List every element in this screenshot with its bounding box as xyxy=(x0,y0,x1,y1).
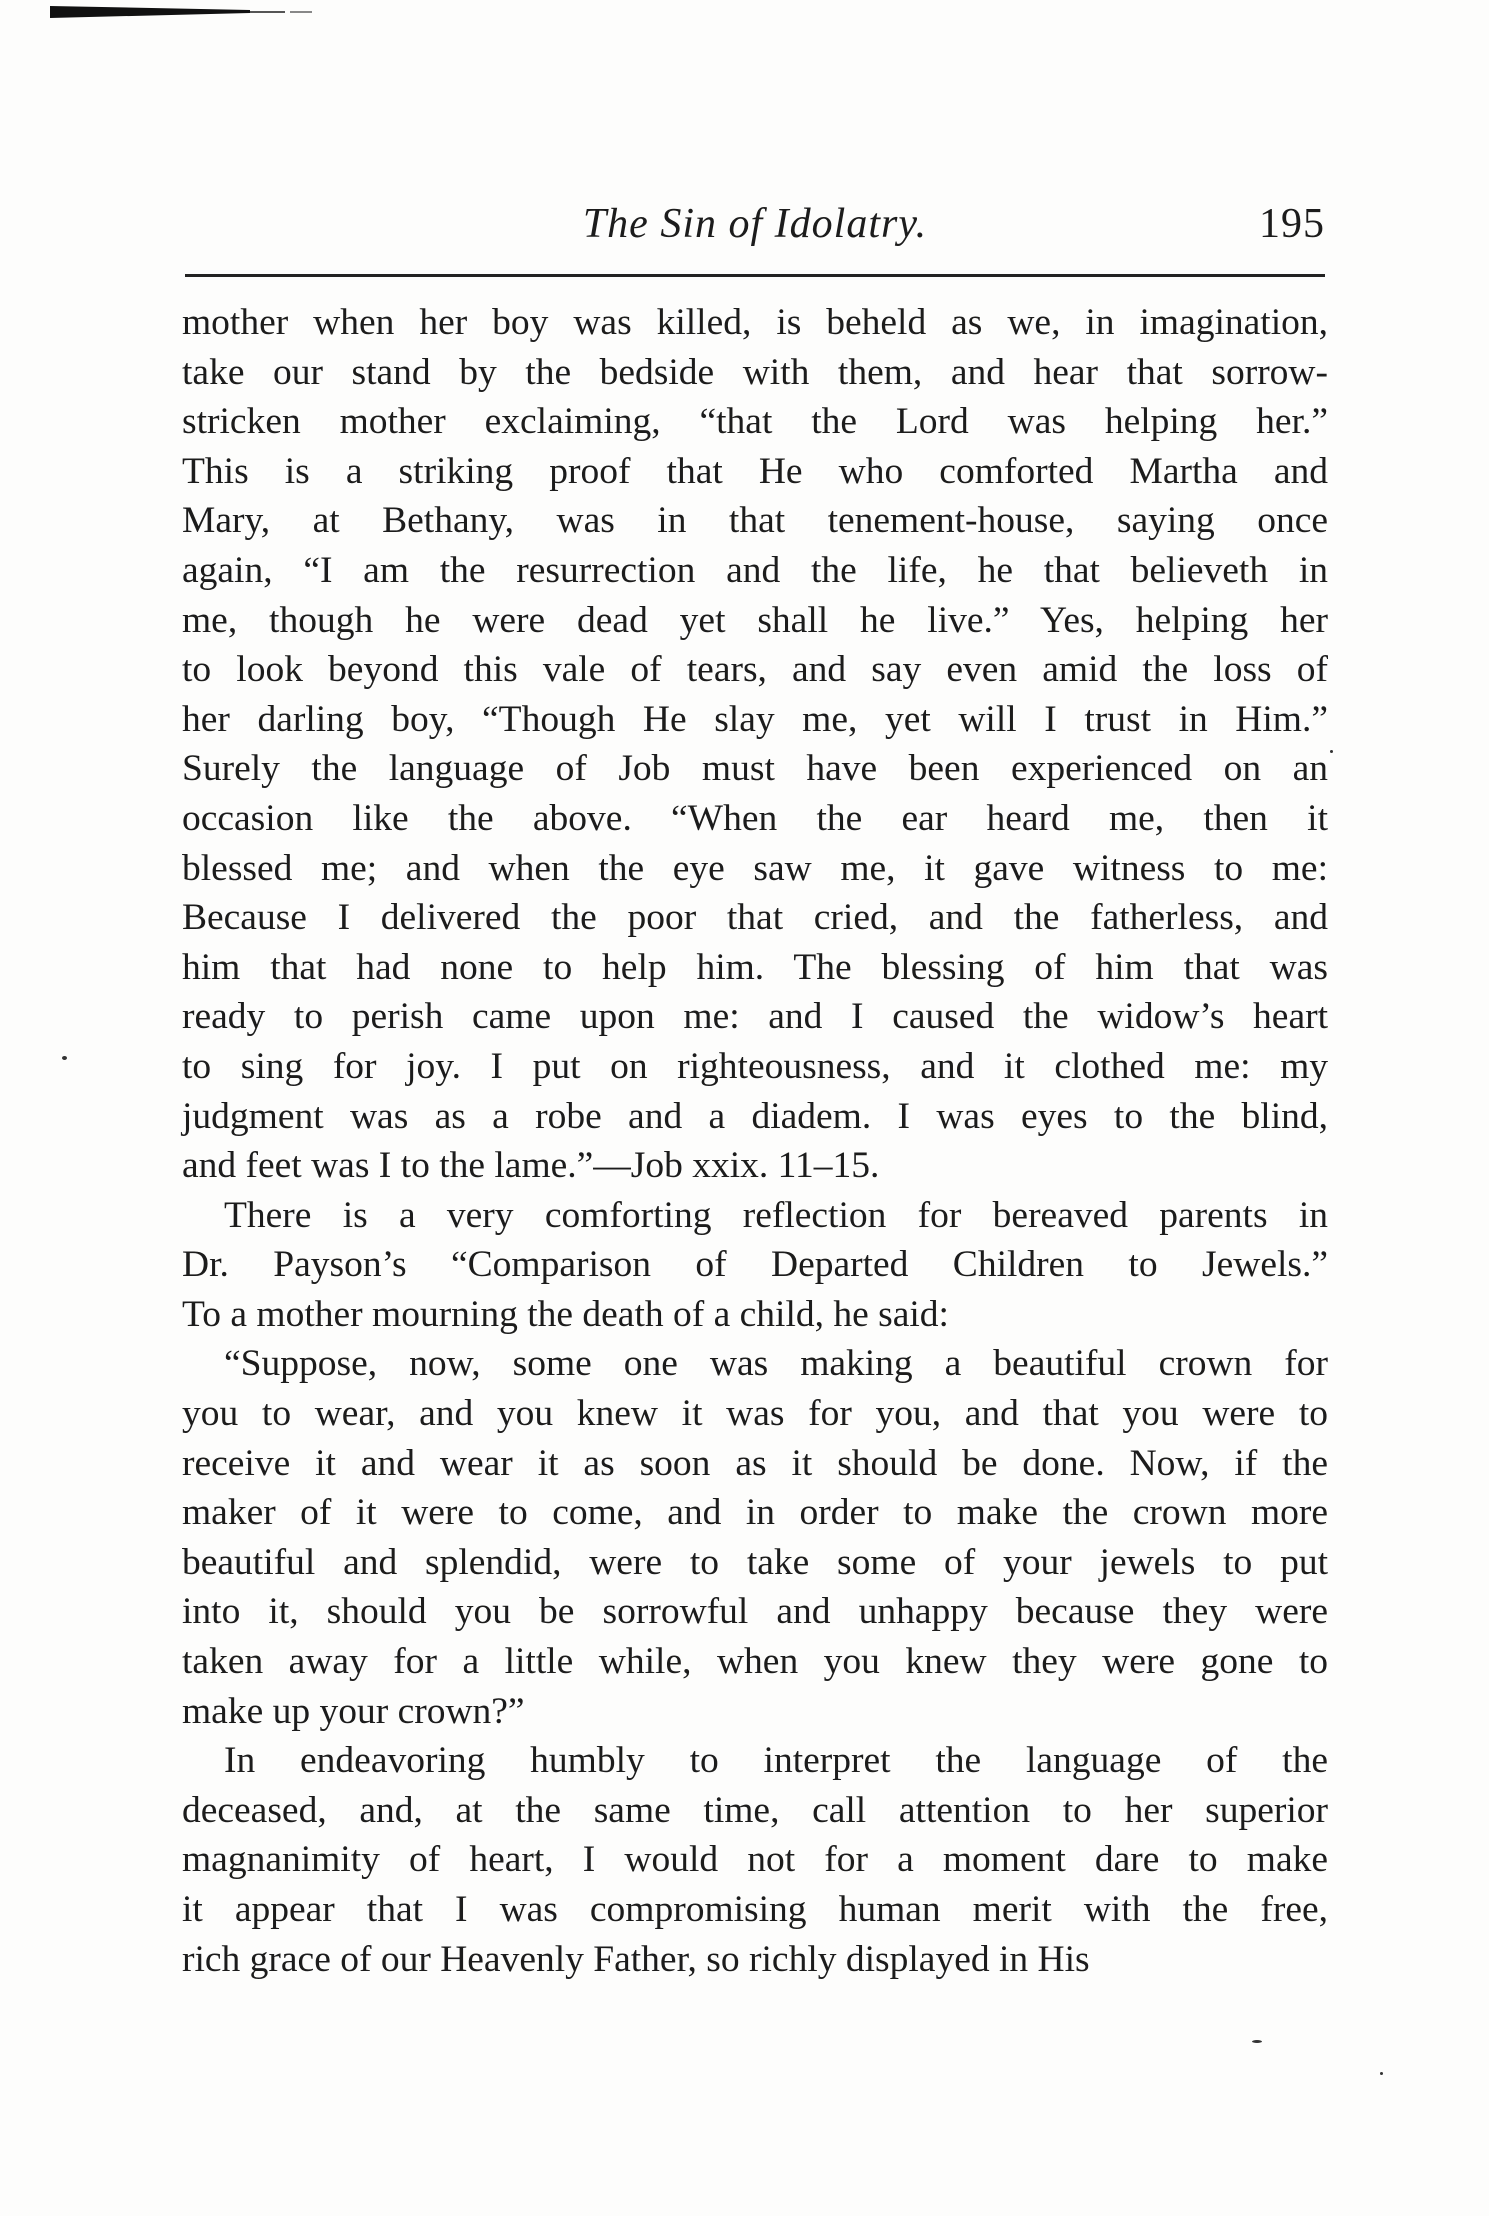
text-line: ready to perish came upon me: and I caused the widow’s heart xyxy=(182,996,1328,1038)
paragraph xyxy=(182,1339,1328,1736)
print-speck xyxy=(1380,2072,1383,2075)
text-line: Dr. Payson’s “Comparison of Departed Children to Jewels.” xyxy=(182,1244,1328,1286)
text-line: receive it and wear it as soon as it should be done. Now, if the xyxy=(182,1442,1328,1484)
text-line: maker of it were to come, and in order to make the crown more xyxy=(182,1492,1328,1534)
text-line: In endeavoring humbly to interpret the language of the xyxy=(224,1740,1328,1782)
text-line: and feet was I to the lame.”—Job xxix. 11–15. xyxy=(182,1145,880,1187)
text-line: you to wear, and you knew it was for you, and that you were to xyxy=(182,1393,1328,1435)
running-title: The Sin of Idolatry. xyxy=(582,201,928,247)
text-line: to look beyond this vale of tears, and say even amid the loss of xyxy=(182,649,1328,691)
text-line: Because I delivered the poor that cried, and the fatherless, and xyxy=(182,897,1328,939)
text-line: into it, should you be sorrowful and unhappy because they were xyxy=(182,1591,1328,1633)
text-line: taken away for a little while, when you knew they were gone to xyxy=(182,1641,1328,1683)
page-number: 195 xyxy=(1259,201,1325,247)
text-line: it appear that I was compromising human merit with the free, xyxy=(182,1889,1328,1930)
text-line: again, “I am the resurrection and the life, he that believeth in xyxy=(182,549,1328,591)
text-line: “Suppose, now, some one was making a beautiful crown for xyxy=(224,1343,1328,1385)
paragraph xyxy=(182,1736,1328,1984)
text-line: To a mother mourning the death of a child, he said: xyxy=(182,1293,949,1335)
text-line: rich grace of our Heavenly Father, so richly displayed in His xyxy=(182,1938,1090,1980)
text-line: occasion like the above. “When the ear heard me, then it xyxy=(182,797,1328,839)
text-line: This is a striking proof that He who comforted Martha and xyxy=(182,450,1328,492)
body-text xyxy=(182,298,1328,1984)
text-line: Surely the language of Job must have been experienced on an xyxy=(182,748,1328,790)
print-speck xyxy=(1330,750,1333,753)
text-line: deceased, and, at the same time, call attention to her superior xyxy=(182,1789,1328,1831)
text-line: beautiful and splendid, were to take some of your jewels to put xyxy=(182,1541,1328,1583)
text-line: stricken mother exclaiming, “that the Lord was helping her.” xyxy=(182,401,1328,443)
text-line: make up your crown?” xyxy=(182,1690,525,1732)
text-line: There is a very comforting reflection for bereaved parents in xyxy=(224,1194,1328,1236)
scan-edge-mark xyxy=(50,6,320,20)
text-line: mother when her boy was killed, is beheld as we, in imagination, xyxy=(182,302,1328,343)
header-rule xyxy=(185,274,1325,277)
print-speck xyxy=(1252,2040,1262,2043)
paragraph xyxy=(182,1191,1328,1340)
paragraph xyxy=(182,298,1328,1191)
text-line: to sing for joy. I put on righteousness, and it clothed me: my xyxy=(182,1045,1328,1087)
text-line: her darling boy, “Though He slay me, yet will I trust in Him.” xyxy=(182,698,1328,740)
page-header xyxy=(185,200,1325,270)
text-line: him that had none to help him. The blessing of him that was xyxy=(182,946,1328,988)
text-line: Mary, at Bethany, was in that tenement-house, saying once xyxy=(182,500,1328,542)
text-line: blessed me; and when the eye saw me, it gave witness to me: xyxy=(182,847,1328,889)
print-speck xyxy=(62,1056,67,1060)
text-line: magnanimity of heart, I would not for a moment dare to make xyxy=(182,1839,1328,1881)
text-line: take our stand by the bedside with them, and hear that sorrow- xyxy=(182,351,1328,393)
text-line: me, though he were dead yet shall he live.” Yes, helping her xyxy=(182,599,1328,641)
text-line: judgment was as a robe and a diadem. I was eyes to the blind, xyxy=(182,1095,1328,1137)
